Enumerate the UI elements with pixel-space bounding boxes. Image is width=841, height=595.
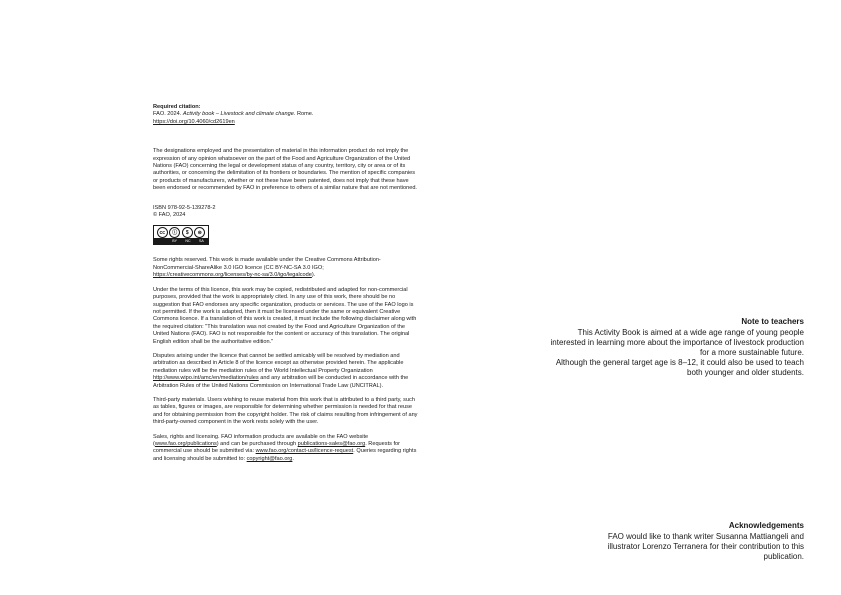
note-to-teachers [542, 317, 804, 378]
disclaimer-paragraph: The designations employed and the presentation of material in this information product do not imply the expression of any opinion whatsoever on the part of the Food and Agriculture Organization of the United Nations (FAO) concerning the legal or development status of any country, territory, city or area or of its authorities, or concerning the delimitation of its frontiers or boundaries. The mention of specific companies or products of manufacturers, whether or not these have been patented, does not imply that these have been endorsed or recommended by FAO in preference to others of a similar nature that are not mentioned. [153, 148, 417, 192]
sales-text-5: . [292, 455, 294, 462]
isbn: ISBN 978-92-5-139278-2 [153, 204, 216, 211]
sales-email-link[interactable]: publications-sales@fao.org [297, 441, 366, 447]
third-party-paragraph: Third-party materials. Users wishing to reuse material from this work that is attributed to a third party, such as tables, figures or images, are responsible for determining whether permission is needed for that reuse and for obtaining permission from the copyright holder. The risk of claims resulting from infringement of any third-party-owned component in the work rests solely with the user. [153, 396, 418, 426]
copyright-page-column [153, 104, 419, 463]
cc-label-by: BY [172, 239, 177, 244]
acknowledgements-title: Acknowledgements [728, 521, 804, 530]
citation-suffix: . Rome. [293, 111, 314, 118]
rights-paragraph [153, 257, 419, 279]
licence-request-link[interactable]: www.fao.org/contact-us/licence-request [255, 448, 354, 455]
sales-text-1: Sales, rights and licensing. FAO information products are available on the FAO website ( [153, 433, 369, 447]
sales-text-4: . Queries regarding rights and licensing should be submitted to: [153, 448, 417, 462]
disputes-end: and any arbitration will be conducted in accordance with the Arbitration Rules of the United Nations Commission on International Trade Law (UNCITRAL). [153, 375, 409, 389]
note-paragraph-2: Although the general target age is 8–12, it could also be used to teach both younger and older students. [555, 358, 804, 377]
note-paragraph-1: This Activity Book is aimed at a wide age range of young people interested in learning more about the importance of livestock production for a more sustainable future. [550, 328, 804, 357]
citation-title: Activity book – Livestock and climate change [182, 111, 294, 118]
disputes-paragraph [153, 353, 419, 390]
acknowledgements [594, 521, 804, 562]
sales-text-2: ) and can be purchased through [216, 441, 298, 447]
cc-icon: cc [157, 227, 168, 238]
copyright-email-link[interactable]: copyright@fao.org [246, 455, 293, 462]
citation-heading: Required citation: [153, 104, 201, 110]
disputes-text: Disputes arising under the licence that cannot be settled amicably will be resolved by mediation and arbitration as described in Article 8 of the licence except as otherwise provided herein. The applicable mediation rules will be the mediation rules of the World Intellectual Property Organization [153, 352, 404, 374]
copyright-line: © FAO, 2024 [153, 212, 186, 219]
rights-end: ). [311, 272, 316, 279]
publications-link[interactable]: www.fao.org/publications [154, 441, 217, 447]
nc-noncommercial-icon: $ [182, 227, 193, 238]
terms-paragraph: Under the terms of this licence, this work may be copied, redistributed and adapted for non-commercial purposes, provided that the work is appropriately cited. In any use of this work, there should be no suggestion that FAO endorses any specific organization, products or services. The use of the FAO logo is not permitted. If the work is adapted, then it must be licensed under the same or equivalent Creative Commons licence. If a translation of this work is created, it must include the following disclaimer along with the required citation: "This translation was not created by the Food and Agriculture Organization of the United Nations (FAO). FAO is not responsible for the content or accuracy of this translation. The original English edition shall be the authoritative edition." [153, 286, 417, 345]
license-link[interactable]: https://creativecommons.org/licenses/by-nc-sa/3.0/igo/legalcode [153, 272, 312, 279]
citation-prefix: FAO. 2024. [153, 111, 183, 118]
rights-text: Some rights reserved. This work is made available under the Creative Commons Attribution-NonCommercial-ShareAlike 3.0 IGO licence (CC BY-NC-SA 3.0 IGO; [153, 257, 381, 271]
cc-label-sa: SA [198, 239, 204, 244]
citation-doi-link[interactable]: https://doi.org/10.4060/cd2619en [153, 118, 235, 125]
note-title: Note to teachers [741, 317, 804, 326]
cc-label-nc: NC [185, 239, 191, 244]
cc-license-badge [153, 225, 209, 245]
sales-paragraph [153, 434, 419, 464]
citation-text [153, 111, 419, 126]
sales-text-3: . Requests for commercial use should be submitted via: [153, 441, 401, 455]
wipo-rules-link[interactable]: http://www.wipo.int/amc/en/mediation/rules [153, 375, 259, 382]
acknowledgements-text: FAO would like to thank writer Susanna Mattiangeli and illustrator Lorenzo Terranera for their contribution to this publication. [607, 532, 804, 561]
sa-sharealike-icon: ⊜ [194, 227, 205, 238]
by-attribution-icon: ⓘ [169, 227, 180, 238]
